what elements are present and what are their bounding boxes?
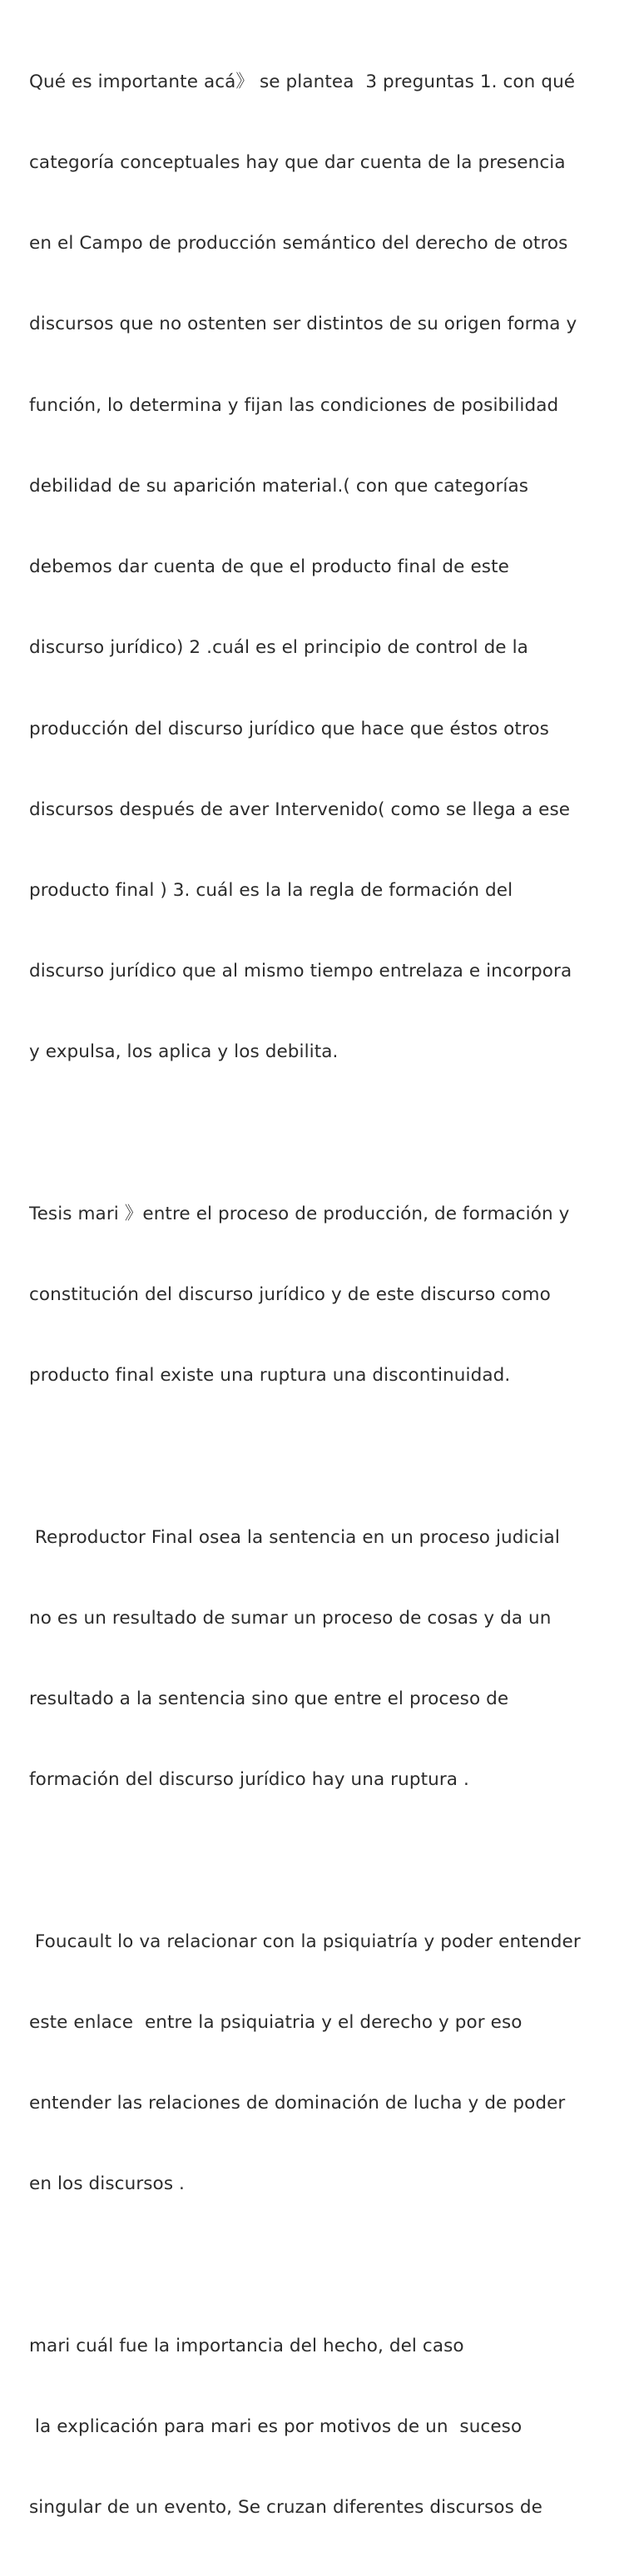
text-line: constitución del discurso jurídico y de este discurso como: [29, 1284, 551, 1306]
text-line: Reproductor Final osea la sentencia en un proceso judicial: [29, 1526, 560, 1548]
paragraph-thesis: [29, 1147, 619, 1443]
paragraph-foucault: [29, 1875, 619, 2252]
text-line: en el Campo de producción semántico del derecho de otros: [29, 233, 568, 255]
text-line: formación del discurso jurídico hay una ruptura .: [29, 1769, 469, 1791]
text-line: la explicación para mari es por motivos de un suceso: [29, 2416, 523, 2438]
text-line: discurso jurídico) 2 .cuál es el principio de control de la: [29, 637, 528, 659]
text-line: categoría conceptuales hay que dar cuenta de la presencia: [29, 152, 566, 174]
text-line: resultado a la sentencia sino que entre el proceso de: [29, 1688, 509, 1710]
text-line: producción del discurso jurídico que hace que éstos otros: [29, 718, 549, 739]
text-line: Foucault lo va relacionar con la psiquiatría y poder entender: [29, 1931, 581, 1952]
text-line: debilidad de su aparición material.( con que categorías: [29, 475, 529, 497]
paragraph-final-product: [29, 1471, 619, 1848]
text-line: este enlace entre la psiquiatria y el derecho y por eso: [29, 2012, 523, 2034]
text-line: entender las relaciones de dominación de lucha y de poder: [29, 2093, 566, 2114]
text-line: y expulsa, los aplica y los debilita.: [29, 1041, 339, 1063]
text-line: discursos que no ostenten ser distintos de su origen forma y: [29, 314, 577, 335]
text-line: producto final existe una ruptura una discontinuidad.: [29, 1365, 511, 1387]
text-line: discurso jurídico que al mismo tiempo entrelaza e incorpora: [29, 961, 572, 982]
text-line: discursos después de aver Intervenido( como se llega a ese: [29, 799, 571, 820]
text-line: producto final ) 3. cuál es la la regla de formación del: [29, 880, 513, 901]
text-line: no es un resultado de sumar un proceso de cosas y da un: [29, 1607, 552, 1629]
text-line: en los discursos .: [29, 2173, 185, 2195]
paragraph-event: [29, 2279, 619, 2575]
paragraph-questions: [29, 15, 619, 1120]
text-line: debemos dar cuenta de que el producto final de este: [29, 556, 509, 578]
text-line: Qué es importante acá》 se plantea 3 preguntas 1. con qué: [29, 71, 576, 92]
text-line: función, lo determina y fijan las condiciones de posibilidad: [29, 394, 559, 416]
text-line: mari cuál fue la importancia del hecho, del caso: [29, 2335, 464, 2356]
text-line: singular de un evento, Se cruzan diferentes discursos de: [29, 2497, 542, 2519]
text-line: Tesis mari 》entre el proceso de producción, de formación y: [29, 1203, 570, 1224]
